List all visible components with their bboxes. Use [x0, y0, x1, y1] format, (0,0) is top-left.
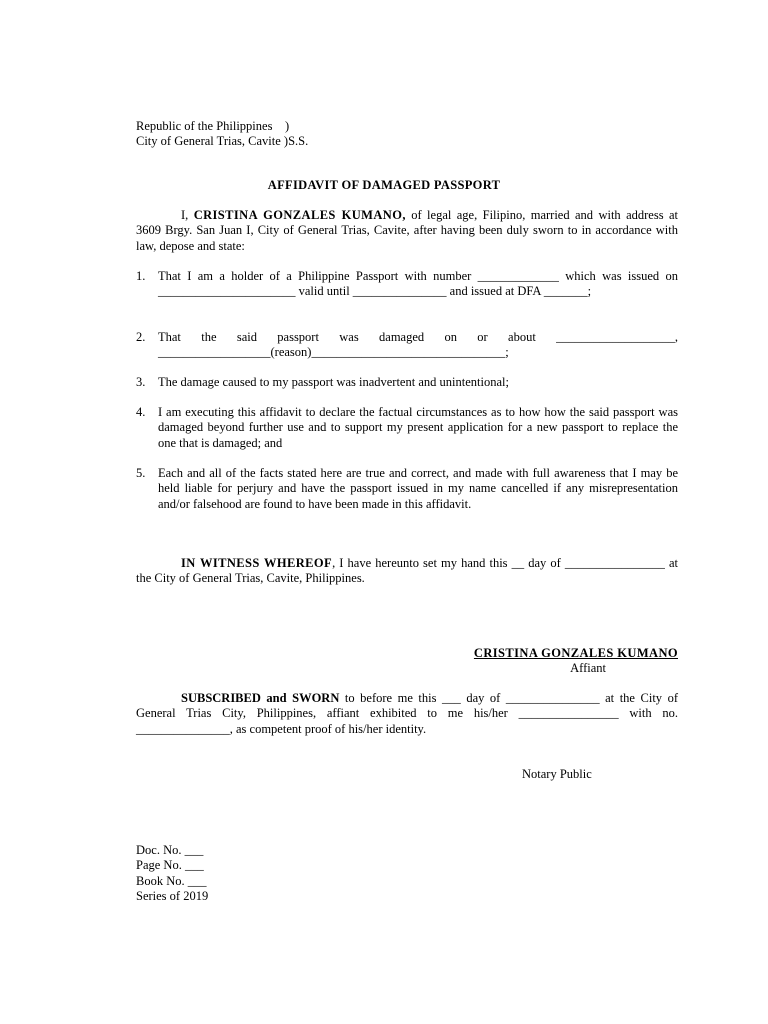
item-number: 3. [136, 375, 146, 389]
series-year: Series of 2019 [136, 888, 209, 903]
witness-lead: IN WITNESS WHEREOF [181, 556, 333, 570]
document-title: AFFIDAVIT OF DAMAGED PASSPORT [267, 178, 501, 192]
venue-city: City of General Trias, Cavite )S.S. [136, 134, 309, 149]
statement-item-2 [136, 330, 678, 361]
jurat-lead: SUBSCRIBED and SWORN [181, 691, 340, 705]
item-text: I am executing this affidavit to declare the factual circumstances as to how how the said passport was damaged beyond further use and to support my present application for a new passport to replace the one that is damaged; and [158, 405, 678, 450]
statement-item-1 [136, 269, 678, 300]
item-text: That I am a holder of a Philippine Passport with number _____________ which was issued on ______________________ valid until _______________ and issued at DFA _______; [158, 269, 678, 299]
book-number: Book No. ___ [136, 873, 207, 888]
item-text: The damage caused to my passport was inadvertent and unintentional; [158, 375, 509, 389]
page-number: Page No. ___ [136, 858, 204, 873]
affiant-label: Affiant [570, 661, 606, 676]
item-number: 5. [136, 466, 146, 480]
intro-prefix: I, [181, 208, 194, 222]
doc-number: Doc. No. ___ [136, 843, 204, 857]
statement-item-4 [136, 405, 678, 451]
witness-paragraph [136, 556, 678, 587]
witness-text: , I have hereunto set my hand this __ day of ________________ at the City of General Trias, Cavite, Philippines. [136, 556, 678, 586]
statement-item-5 [136, 466, 678, 512]
statement-item-3 [136, 375, 678, 390]
affiant-name: CRISTINA GONZALES KUMANO [473, 646, 678, 660]
item-number: 1. [136, 269, 146, 283]
intro-text: of legal age, Filipino, married and with address at 3609 Brgy. San Juan I, City of General Trias, Cavite, after having been duly sworn to in accordance with law, depose and state: [136, 208, 678, 253]
notarial-register-block [136, 843, 208, 904]
affiant-name-intro: CRISTINA GONZALES KUMANO, [193, 208, 406, 222]
item-text: That the said passport was damaged on or about ___________________, __________________(reason)_______________________________; [158, 330, 678, 360]
item-text: Each and all of the facts stated here are true and correct, and made with full awareness that I may be held liable for perjury and have the passport issued in my name cancelled if any misrepresentation and/or falsehood are found to have been made in this affidavit. [158, 466, 678, 511]
venue-republic: Republic of the Philippines ) [136, 119, 290, 133]
affiant-signature-block [400, 646, 678, 677]
jurat-text: to before me this ___ day of _______________ at the City of General Trias City, Philippines, affiant exhibited to me his/her ________________ with no. _______________, as competent proof of his/her identity. [136, 691, 678, 736]
jurat-paragraph [136, 691, 678, 737]
venue-block [136, 119, 436, 150]
notary-public-label: Notary Public [522, 767, 592, 781]
intro-paragraph [136, 208, 678, 254]
item-number: 2. [136, 330, 146, 344]
item-number: 4. [136, 405, 146, 419]
